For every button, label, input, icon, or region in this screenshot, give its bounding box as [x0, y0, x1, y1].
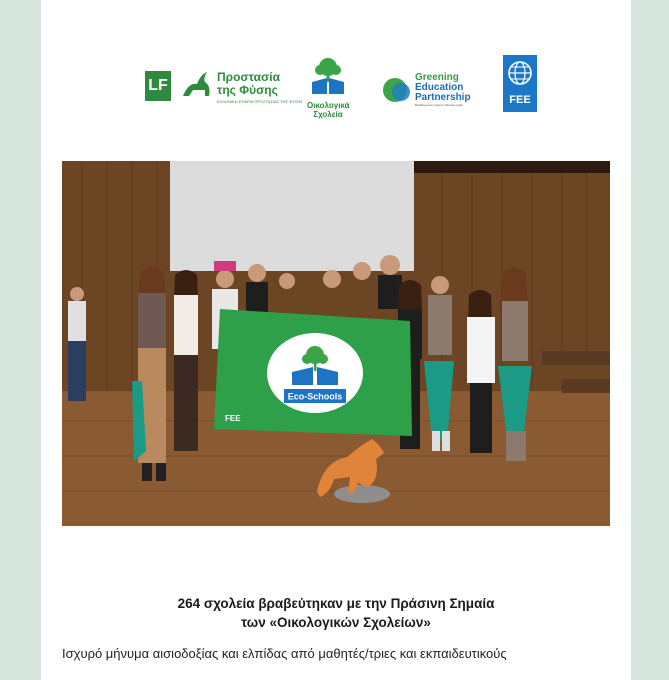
eco-schools-logo[interactable] [307, 56, 349, 118]
nature-protection-logo[interactable] [145, 68, 303, 108]
fee-logo[interactable] [503, 55, 537, 112]
flag-fee: FEE [225, 414, 241, 423]
leaf-blob-icon [381, 72, 413, 108]
article-headline[interactable] [41, 594, 631, 632]
lf-mark: LF [145, 71, 171, 101]
eco-schools-line1: Οικολογικά [307, 101, 350, 110]
greening-education-logo[interactable] [381, 70, 481, 110]
gep-line1: Greening [415, 72, 459, 83]
headline-line1: 264 σχολεία βραβεύτηκαν με την Πράσινη Σημαία [177, 596, 495, 611]
partner-logos [41, 50, 631, 120]
gep-line2: Education [415, 82, 464, 93]
tree-book-icon [308, 56, 348, 96]
nature-line2: της Φύσης [217, 83, 278, 97]
ibex-icon [179, 68, 215, 104]
eco-schools-line2: Σχολεία [313, 110, 343, 119]
newsletter-page [41, 0, 631, 680]
award-ceremony-photo[interactable] [62, 161, 610, 526]
nature-line1: Προστασία [217, 70, 280, 84]
headline-line2: των «Οικολογικών Σχολείων» [241, 615, 431, 630]
globe-icon [503, 57, 537, 91]
fee-label: FEE [509, 94, 531, 106]
ceremony-scene [62, 161, 610, 526]
nature-tagline: ΕΛΛΗΝΙΚΗ ΕΤΑΙΡΙΑ ΠΡΟΣΤΑΣΙΑΣ ΤΗΣ ΦΥΣΗΣ [217, 99, 303, 104]
green-flag [214, 309, 412, 436]
flag-label: Eco-Schools [287, 391, 343, 402]
article-subtitle: Ισχυρό μήνυμα αισιοδοξίας και ελπίδας από μαθητές/τριες και εκπαιδευτικούς [62, 646, 507, 661]
gep-tagline: Building every learner climate-ready [415, 103, 463, 107]
gep-line3: Partnership [415, 92, 471, 103]
